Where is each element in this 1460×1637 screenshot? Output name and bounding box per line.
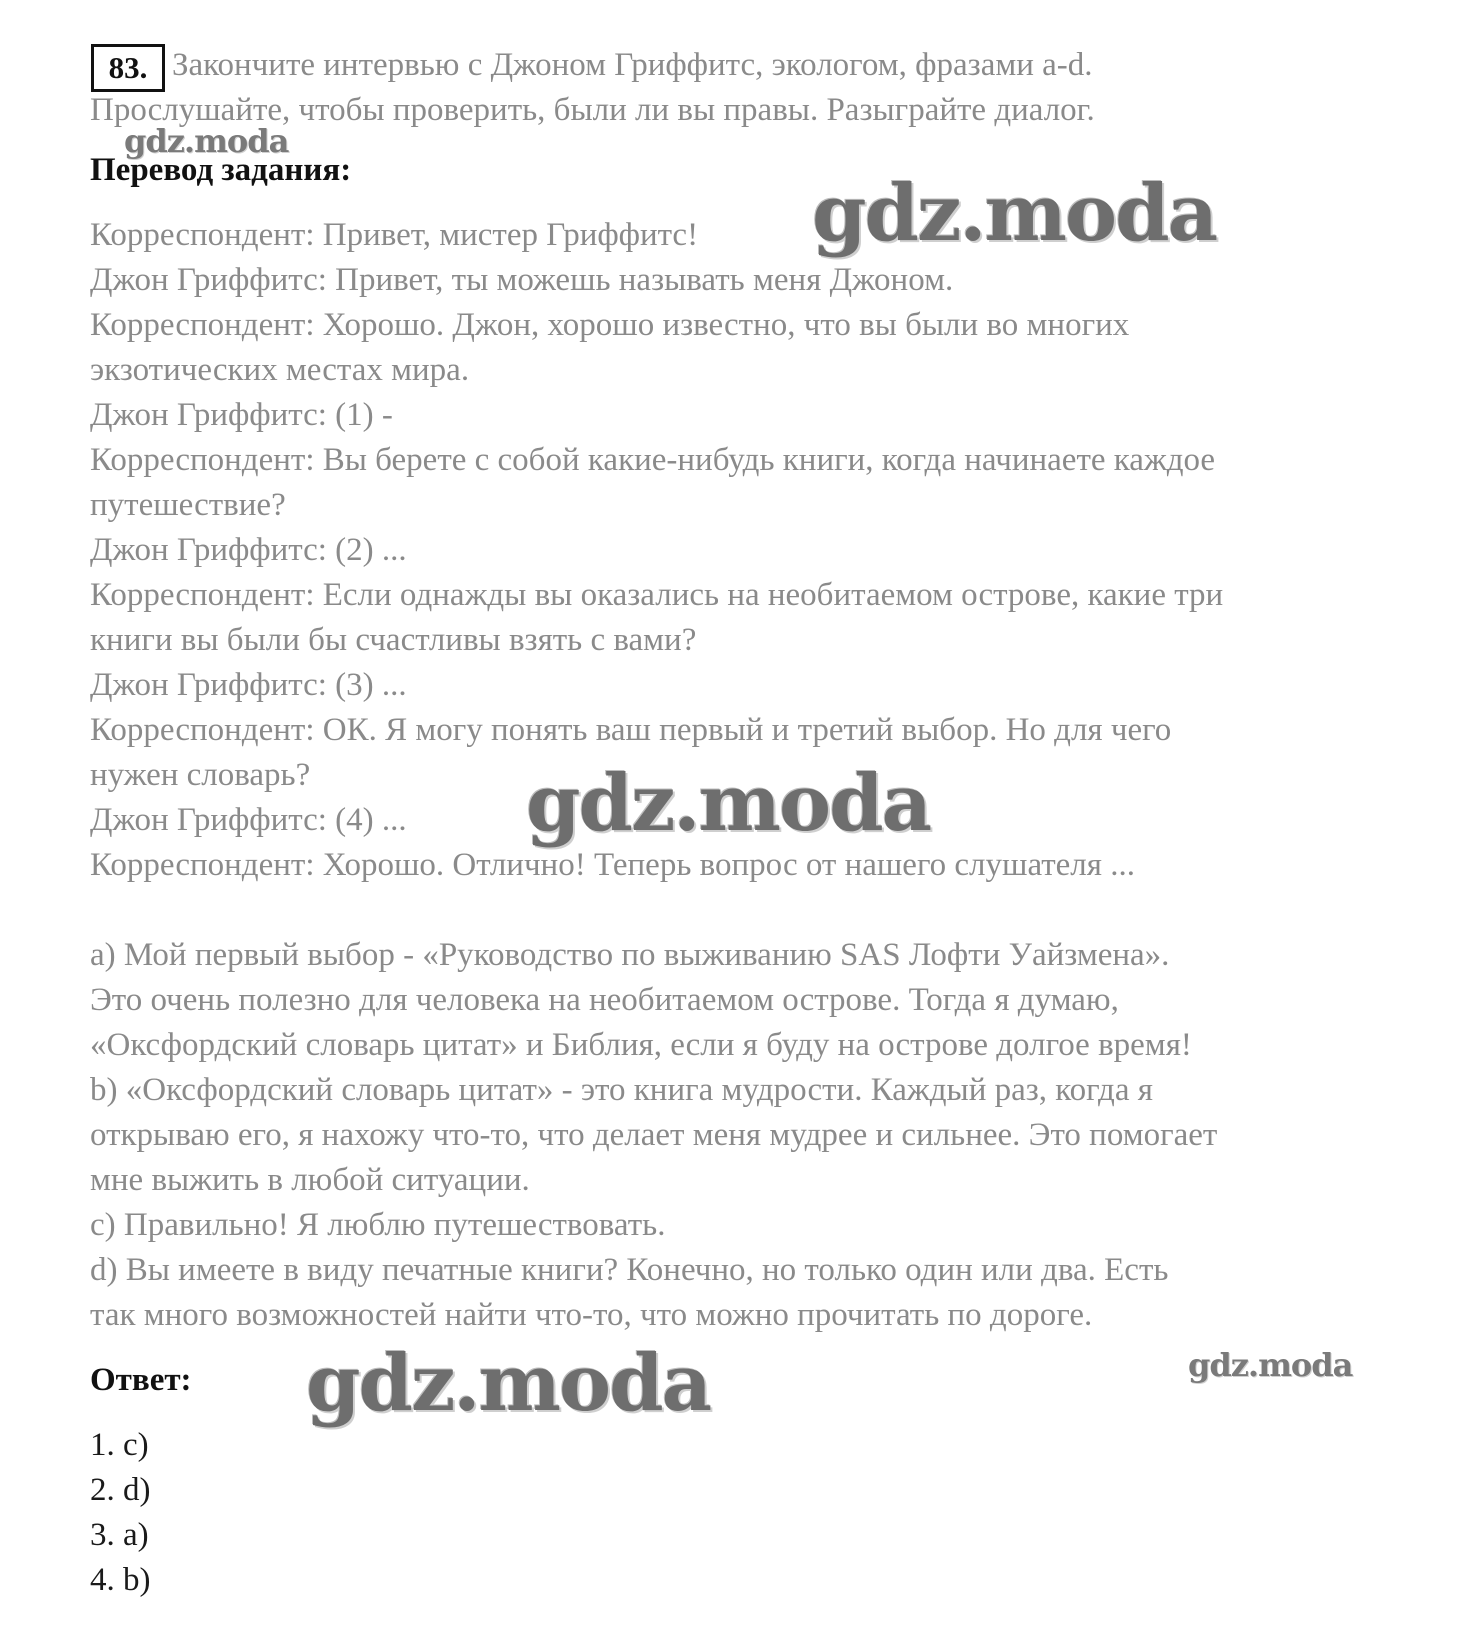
dialogue-line: Джон Гриффитс: (1) - [90, 397, 393, 433]
option-line: так много возможностей найти что-то, что можно прочитать по дороге. [90, 1297, 1093, 1333]
translation-heading: Перевод задания: [90, 152, 352, 188]
option-line: c) Правильно! Я люблю путешествовать. [90, 1207, 666, 1243]
option-line: Это очень полезно для человека на необитаемом острове. Тогда я думаю, [90, 982, 1119, 1018]
watermark: gdz.moda [526, 758, 931, 849]
answer-item: 3. a) [90, 1517, 149, 1553]
dialogue-line: Джон Гриффитс: (2) ... [90, 532, 407, 568]
dialogue-line: Джон Гриффитс: (3) ... [90, 667, 407, 703]
watermark: gdz.moda [306, 1338, 711, 1429]
option-line: мне выжить в любой ситуации. [90, 1162, 530, 1198]
task-instruction-line-2: Прослушайте, чтобы проверить, были ли вы правы. Разыграйте диалог. [90, 92, 1095, 128]
dialogue-line: Корреспондент: Вы берете с собой какие-нибудь книги, когда начинаете каждое [90, 442, 1216, 478]
dialogue-line: Джон Гриффитс: (4) ... [90, 802, 407, 838]
dialogue-line: Корреспондент: Хорошо. Отлично! Теперь вопрос от нашего слушателя ... [90, 847, 1135, 883]
dialogue-line: путешествие? [90, 487, 286, 523]
dialogue-line: Корреспондент: Если однажды вы оказались на необитаемом острове, какие три [90, 577, 1224, 613]
option-line: «Оксфордский словарь цитат» и Библия, если я буду на острове долгое время! [90, 1027, 1192, 1063]
watermark: gdz.moda [1188, 1346, 1353, 1384]
option-line: b) «Оксфордский словарь цитат» - это книга мудрости. Каждый раз, когда я [90, 1072, 1153, 1108]
answer-heading: Ответ: [90, 1362, 192, 1398]
task-number-box: 83. [91, 44, 165, 92]
dialogue-line: Корреспондент: Хорошо. Джон, хорошо известно, что вы были во многих [90, 307, 1130, 343]
answer-item: 1. c) [90, 1427, 149, 1463]
dialogue-line: нужен словарь? [90, 757, 311, 793]
option-line: a) Мой первый выбор - «Руководство по выживанию SAS Лофти Уайзмена». [90, 937, 1170, 973]
dialogue-line: Джон Гриффитс: Привет, ты можешь называть меня Джоном. [90, 262, 954, 298]
task-instruction-line-1: Закончите интервью с Джоном Гриффитс, экологом, фразами a-d. [172, 47, 1093, 83]
option-line: d) Вы имеете в виду печатные книги? Конечно, но только один или два. Есть [90, 1252, 1169, 1288]
option-line: открываю его, я нахожу что-то, что делает меня мудрее и сильнее. Это помогает [90, 1117, 1218, 1153]
watermark: gdz.moda [812, 168, 1217, 259]
dialogue-line: Корреспондент: ОК. Я могу понять ваш первый и третий выбор. Но для чего [90, 712, 1172, 748]
dialogue-line: книги вы были бы счастливы взять с вами? [90, 622, 697, 658]
watermark: gdz.moda [124, 122, 289, 160]
answer-item: 4. b) [90, 1562, 151, 1598]
dialogue-line: Корреспондент: Привет, мистер Гриффитс! [90, 217, 699, 253]
dialogue-line: экзотических местах мира. [90, 352, 470, 388]
answer-item: 2. d) [90, 1472, 151, 1508]
